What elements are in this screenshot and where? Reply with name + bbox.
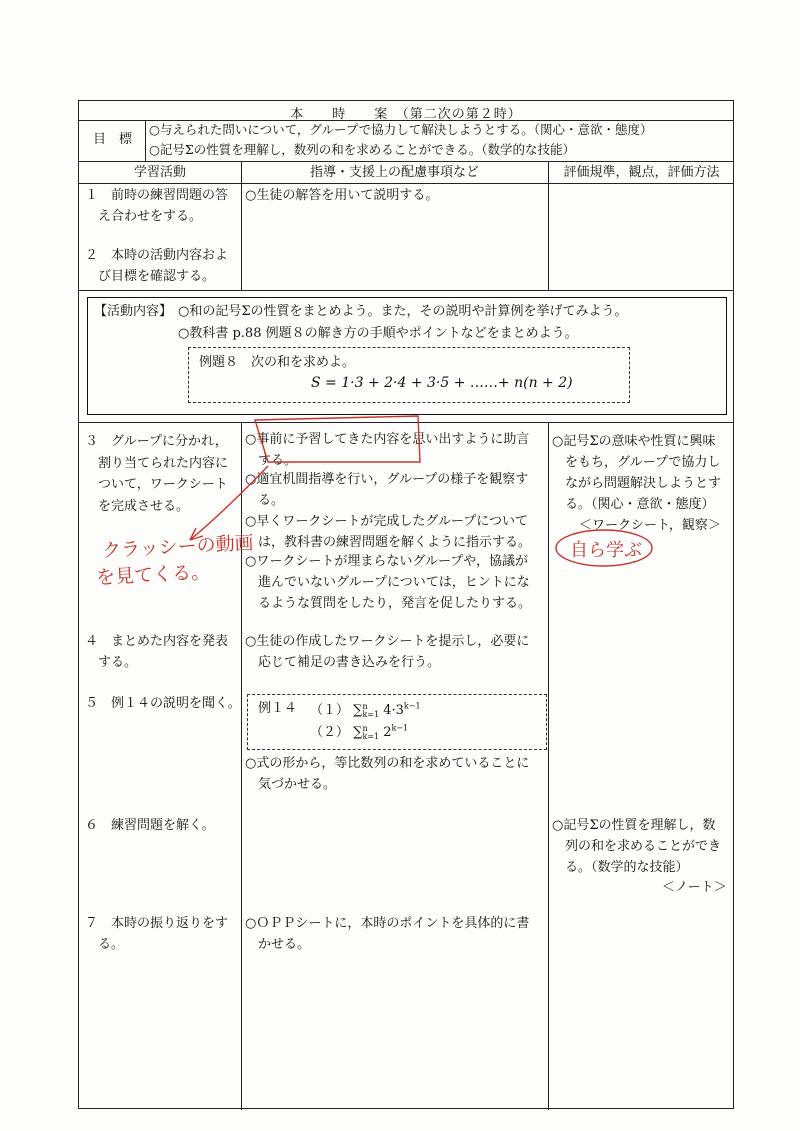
activity-5: ５ 例１４の説明を聞く。	[85, 696, 241, 711]
guidance-5: ○式の形から，等比数列の和を求めていることに 気づかせる。	[245, 756, 530, 792]
example-8-formula: S = 1·3 + 2·4 + 3·5 + ……+ n(n + 2)	[311, 375, 573, 391]
activity-content-line-2: ○教科書 p.88 例題８の解き方の手順やポイントなどをまとめよう。	[178, 326, 578, 341]
handwritten-note-3: 自ら学ぶ	[570, 540, 642, 561]
guidance-3c: ○早くワークシートが完成したグループについて は，教科書の練習問題を解くように指示する。	[245, 514, 532, 550]
handwritten-note-1: クラッシーの動画	[101, 532, 255, 562]
term-expression: 2	[383, 725, 392, 740]
guidance-1: ○生徒の解答を用いて説明する。	[245, 188, 439, 203]
sum-upper: n	[362, 723, 368, 733]
column-header-guidance: 指導・支援上の配慮事項など	[309, 165, 479, 180]
item-number: （１）	[310, 703, 350, 718]
activity-2: ２ 本時の活動内容およ び目標を確認する。	[85, 248, 229, 284]
guidance-3b: ○適宜机間指導を行い，グループの様子を観察す る。	[245, 472, 529, 508]
evaluation-3: ○記号Σの意味や性質に興味 をもち，グループで協力し ながら問題解決しようとす る。（関心・意欲・態度）	[552, 434, 722, 512]
activity-content-line-1: ○和の記号Σの性質をまとめよう。また，その説明や計算例を挙げてみよう。	[178, 304, 628, 319]
evaluation-6-method: ＜ノート＞	[662, 880, 727, 895]
guidance-3a: ○事前に予習してきた内容を思い出すように助言 する。	[245, 432, 530, 468]
page-title: 本 時 案 （第二次の第２時）	[290, 107, 522, 122]
activity-7: ７ 本時の振り返りをす る。	[85, 916, 229, 952]
guidance-4: ○生徒の作成したワークシートを提示し，必要に 応じて補足の書き込みを行う。	[245, 634, 530, 670]
guidance-3d: ○ワークシートが埋まらないグループや，協議が 進んでいないグループについては，ヒントにな るような質問をしたり，発言を促したりする。	[245, 554, 532, 611]
sigma-symbol: ∑	[353, 703, 363, 718]
evaluation-3-method: ＜ワークシート，観察＞	[579, 518, 721, 533]
sum-upper: n	[362, 701, 368, 711]
activity-6: ６ 練習問題を解く。	[85, 818, 215, 833]
term-expression: 4·3	[383, 703, 404, 718]
guidance-7: ○ＯＰＰシートに，本時のポイントを具体的に書 かせる。	[245, 916, 530, 952]
example-14-label: 例１４	[258, 701, 298, 716]
activity-content-label: 【活動内容】	[94, 304, 173, 319]
item-number: （２）	[310, 725, 350, 740]
activity-3: ３ グループに分かれ， 割り当てられた内容に ついて，ワークシート を完成させる。	[85, 434, 229, 514]
objective-2: ○記号Σの性質を理解し，数列の和を求めることができる。（数学的な技能）	[149, 142, 575, 157]
activity-1: １ 前時の練習問題の答 え合わせをする。	[85, 188, 229, 224]
handwritten-note-2: を見てくる。	[95, 561, 211, 589]
sum-lower: k=1	[362, 709, 380, 719]
term-exponent: k−1	[391, 723, 409, 733]
evaluation-6: ○記号Σの性質を理解し，数 列の和を求めることができ る。（数学的な技能）	[552, 818, 722, 875]
sum-lower: k=1	[362, 731, 380, 741]
example-8-label: 例題８ 次の和を求めよ。	[199, 355, 356, 370]
term-exponent: k−1	[403, 701, 421, 711]
activity-4: ４ まとめた内容を発表 する。	[85, 634, 229, 670]
objective-1: ○与えられた問いについて，グループで協力して解決しようとする。（関心・意欲・態度）	[149, 122, 653, 137]
column-header-activity: 学習活動	[133, 165, 186, 180]
sigma-symbol: ∑	[353, 725, 363, 740]
objectives-label: 目 標	[93, 132, 133, 147]
column-header-evaluation: 評価規準，観点，評価方法	[563, 165, 720, 180]
red-circle-mark	[255, 416, 420, 462]
